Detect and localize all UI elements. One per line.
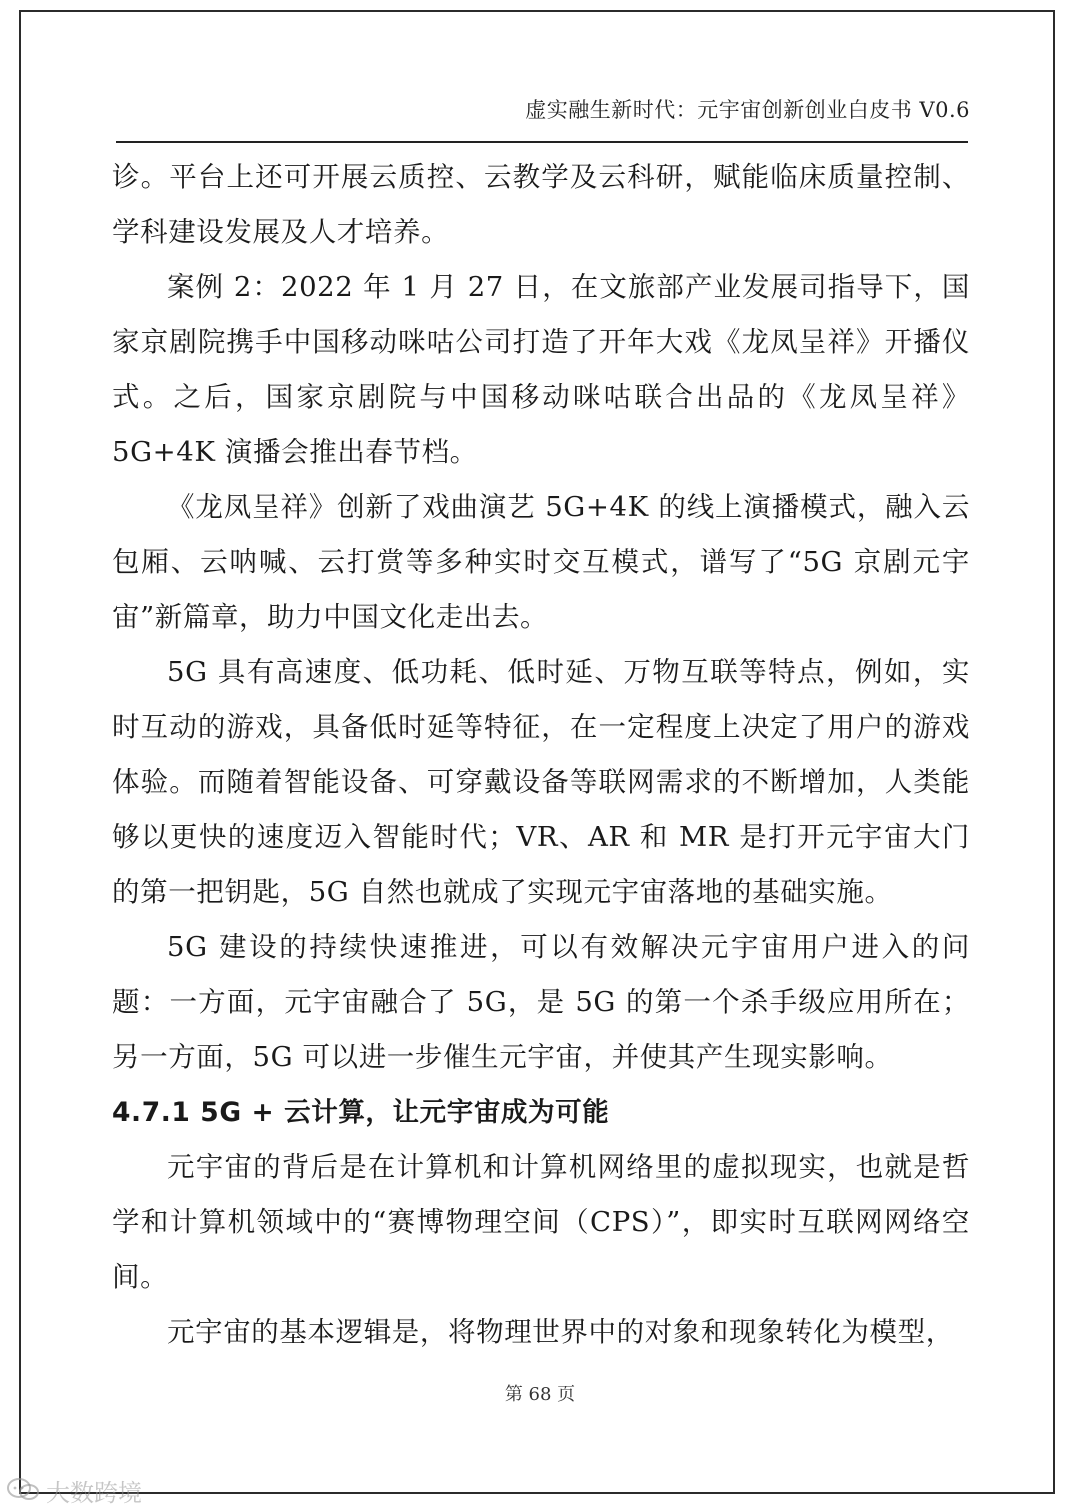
paragraph-metaverse-logic: 元宇宙的基本逻辑是，将物理世界中的对象和现象转化为模型，	[167, 1316, 954, 1348]
page-number: 第 68 页	[504, 1384, 576, 1405]
section-heading: 4.7.1 5G + 云计算，让元宇宙成为可能	[112, 1097, 610, 1128]
chat-bubble-icon	[6, 1477, 40, 1503]
document-body	[112, 150, 970, 1360]
paragraph-5g-features: 5G 具有高速度、低功耗、低时延、万物互联等特点，例如，实时互动的游戏，具备低时延等特征，在一定程度上决定了用户的游戏体验。而随着智能设备、可穿戴设备等联网需求的不断增加，人类能够以更快的速度迈入智能时代；VR、AR 和 MR 是打开元宇宙大门的第一把钥匙，5G 自然也就成了实现元宇宙落地的基础实施。	[112, 656, 970, 908]
paragraph-case-2: 案例 2：2022 年 1 月 27 日，在文旅部产业发展司指导下，国家京剧院携手中国移动咪咕公司打造了开年大戏《龙凤呈祥》开播仪式。之后，国家京剧院与中国移动咪咕联合出品的《龙凤呈祥》5G+4K 演播会推出春节档。	[112, 271, 970, 468]
running-header: 虚实融生新时代：元宇宙创新创业白皮书 V0.6	[525, 98, 970, 122]
paragraph-metaverse-background: 元宇宙的背后是在计算机和计算机网络里的虚拟现实，也就是哲学和计算机领域中的“赛博物理空间（CPS）”，即实时互联网网络空间。	[112, 1151, 970, 1293]
paragraph-longfeng: 《龙凤呈祥》创新了戏曲演艺 5G+4K 的线上演播模式，融入云包厢、云呐喊、云打赏等多种实时交互模式，谱写了“5G 京剧元宇宙”新篇章，助力中国文化走出去。	[112, 491, 970, 633]
paragraph-continuation: 诊。平台上还可开展云质控、云教学及云科研，赋能临床质量控制、学科建设发展及人才培养。	[112, 161, 970, 248]
watermark-text: 大数跨境	[46, 1478, 142, 1507]
header-rule	[116, 141, 968, 143]
paragraph-5g-construction: 5G 建设的持续快速推进，可以有效解决元宇宙用户进入的问题：一方面，元宇宙融合了 5G，是 5G 的第一个杀手级应用所在；另一方面，5G 可以进一步催生元宇宙，并使其产生现实影响。	[112, 931, 970, 1073]
watermark	[6, 1473, 142, 1507]
